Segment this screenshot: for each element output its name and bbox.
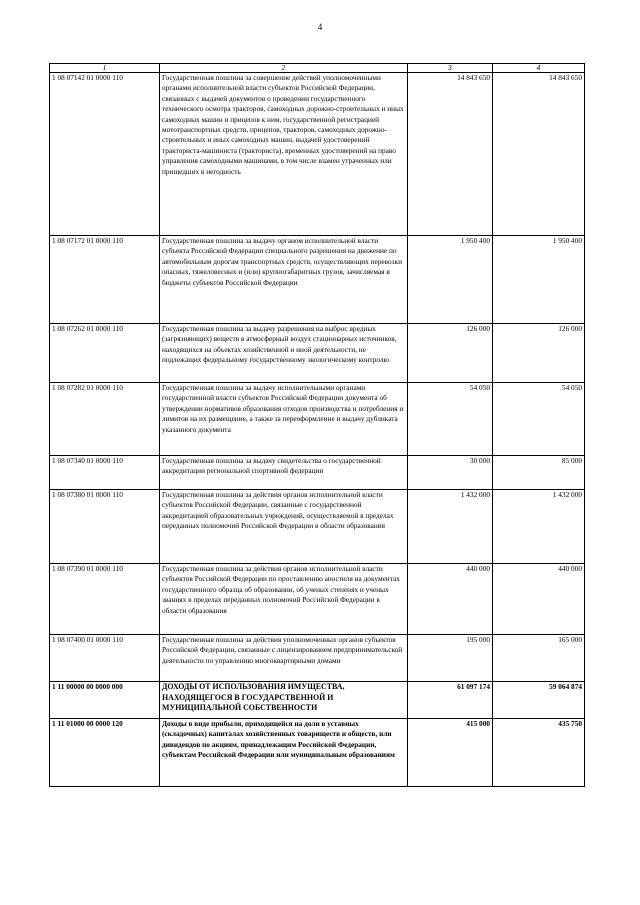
row-value-1: 54 050 <box>408 383 493 456</box>
column-header-3: 3 <box>408 64 493 73</box>
row-name: ДОХОДЫ ОТ ИСПОЛЬЗОВАНИЯ ИМУЩЕСТВА, НАХОДЯЩЕГОСЯ В ГОСУДАРСТВЕННОЙ И МУНИЦИПАЛЬНОЙ СОБСТВЕННОСТИ <box>160 682 408 719</box>
row-name: Государственная пошлина за выдачу органом исполнительной власти субъекта Российской Федерации специального разрешения на движение по автомобильным дорогам транспортных средств, осуществляющих перевозки опасных, тяжеловесных и (или) крупногабаритных грузов, зачисляемая в бюджеты субъектов Российской Федерации <box>160 236 408 324</box>
row-value-2: 165 000 <box>493 635 585 682</box>
row-value-1: 61 097 174 <box>408 682 493 719</box>
table-row <box>50 564 585 635</box>
row-name: Государственная пошлина за действия органов исполнительной власти субъектов Российской Федерации, связанные с государственной аккредитацией образовательных учреждений, осуществляемой в пределах переданных полномочий Российской Федерации в области образования <box>160 490 408 564</box>
table-row <box>50 383 585 456</box>
row-value-2: 54 050 <box>493 383 585 456</box>
row-name: Государственная пошлина за выдачу свидетельства о государственной аккредитации региональной спортивной федерации <box>160 456 408 490</box>
row-value-2: 59 064 874 <box>493 682 585 719</box>
row-value-1: 1 950 400 <box>408 236 493 324</box>
row-code: 1 11 00000 00 0000 000 <box>50 682 160 719</box>
row-value-2: 1 432 000 <box>493 490 585 564</box>
row-value-1: 126 000 <box>408 324 493 383</box>
row-name: Государственная пошлина за действия органов исполнительной власти субъектов Российской Федерации по проставлению апостиля на документах государственного образца об образовании, об ученых степенях и ученых званиях в пределах переданных полномочий Российской Федерации в области образования <box>160 564 408 635</box>
row-name: Доходы в виде прибыли, приходящейся на доли в уставных (складочных) капиталах хозяйственных товариществ и обществ, или дивидендов по акциям, принадлежащим Российской Федерации, субъектам Российской Федерации или муниципальным образованиям <box>160 719 408 787</box>
table-row <box>50 236 585 324</box>
row-code: 1 08 07400 01 0000 110 <box>50 635 160 682</box>
row-code: 1 08 07262 01 0000 110 <box>50 324 160 383</box>
row-value-2: 1 950 400 <box>493 236 585 324</box>
column-header-4: 4 <box>493 64 585 73</box>
row-name: Государственная пошлина за совершение действий уполномоченными органами исполнительной власти субъектов Российской Федерации, связанных с выдачей документов о проведении государственного технического осмотра тракторов, самоходных дорожно-строительных и иных самоходных машин и прицепов к ним, государственной регистрацией мототранспортных средств, прицепов, тракторов, самоходных дорожно-строительных и иных самоходных машин, выдачей удостоверений тракториста-машиниста (тракториста), временных удостоверений на право управления самоходными машинами, в том числе взамен утраченных или пришедших в негодность <box>160 73 408 236</box>
table-row <box>50 456 585 490</box>
row-code: 1 08 07340 01 0000 110 <box>50 456 160 490</box>
row-value-1: 440 000 <box>408 564 493 635</box>
row-value-2: 440 000 <box>493 564 585 635</box>
row-code: 1 08 07380 01 0000 110 <box>50 490 160 564</box>
row-value-1: 1 432 000 <box>408 490 493 564</box>
row-value-1: 14 843 650 <box>408 73 493 236</box>
row-value-2: 126 000 <box>493 324 585 383</box>
row-code: 1 08 07142 01 0000 110 <box>50 73 160 236</box>
row-name: Государственная пошлина за выдачу исполнительными органами государственной власти субъектов Российской Федерации документа об утверждении нормативов образования отходов производства и потребления и лимитов на их размещение, а также за переоформление и выдачу дубликата указанного документа <box>160 383 408 456</box>
table-row <box>50 682 585 719</box>
row-name: Государственная пошлина за выдачу разрешения на выброс вредных (загрязняющих) веществ в атмосферный воздух стационарных источников, находящихся на объектах хозяйственной и иной деятельности, не подлежащих федеральному государственному экологическому контролю <box>160 324 408 383</box>
table-row <box>50 635 585 682</box>
row-value-1: 30 000 <box>408 456 493 490</box>
row-value-2: 85 000 <box>493 456 585 490</box>
row-code: 1 08 07390 01 0000 110 <box>50 564 160 635</box>
table-row <box>50 490 585 564</box>
budget-table <box>49 63 585 787</box>
page-number: 4 <box>317 22 323 32</box>
table-row <box>50 324 585 383</box>
column-header-2: 2 <box>160 64 408 73</box>
row-value-1: 415 000 <box>408 719 493 787</box>
row-value-2: 14 843 650 <box>493 73 585 236</box>
row-value-1: 195 000 <box>408 635 493 682</box>
table-row <box>50 73 585 236</box>
row-name: Государственная пошлина за действия уполномоченных органов субъектов Российской Федерации, связанные с лицензированием предпринимательской деятельности по управлению многоквартирными домами <box>160 635 408 682</box>
table-row <box>50 719 585 787</box>
row-code: 1 11 01000 00 0000 120 <box>50 719 160 787</box>
row-code: 1 08 07172 01 0000 110 <box>50 236 160 324</box>
table-header-row <box>50 64 585 73</box>
row-value-2: 435 750 <box>493 719 585 787</box>
column-header-1: 1 <box>50 64 160 73</box>
row-code: 1 08 07282 01 0000 110 <box>50 383 160 456</box>
